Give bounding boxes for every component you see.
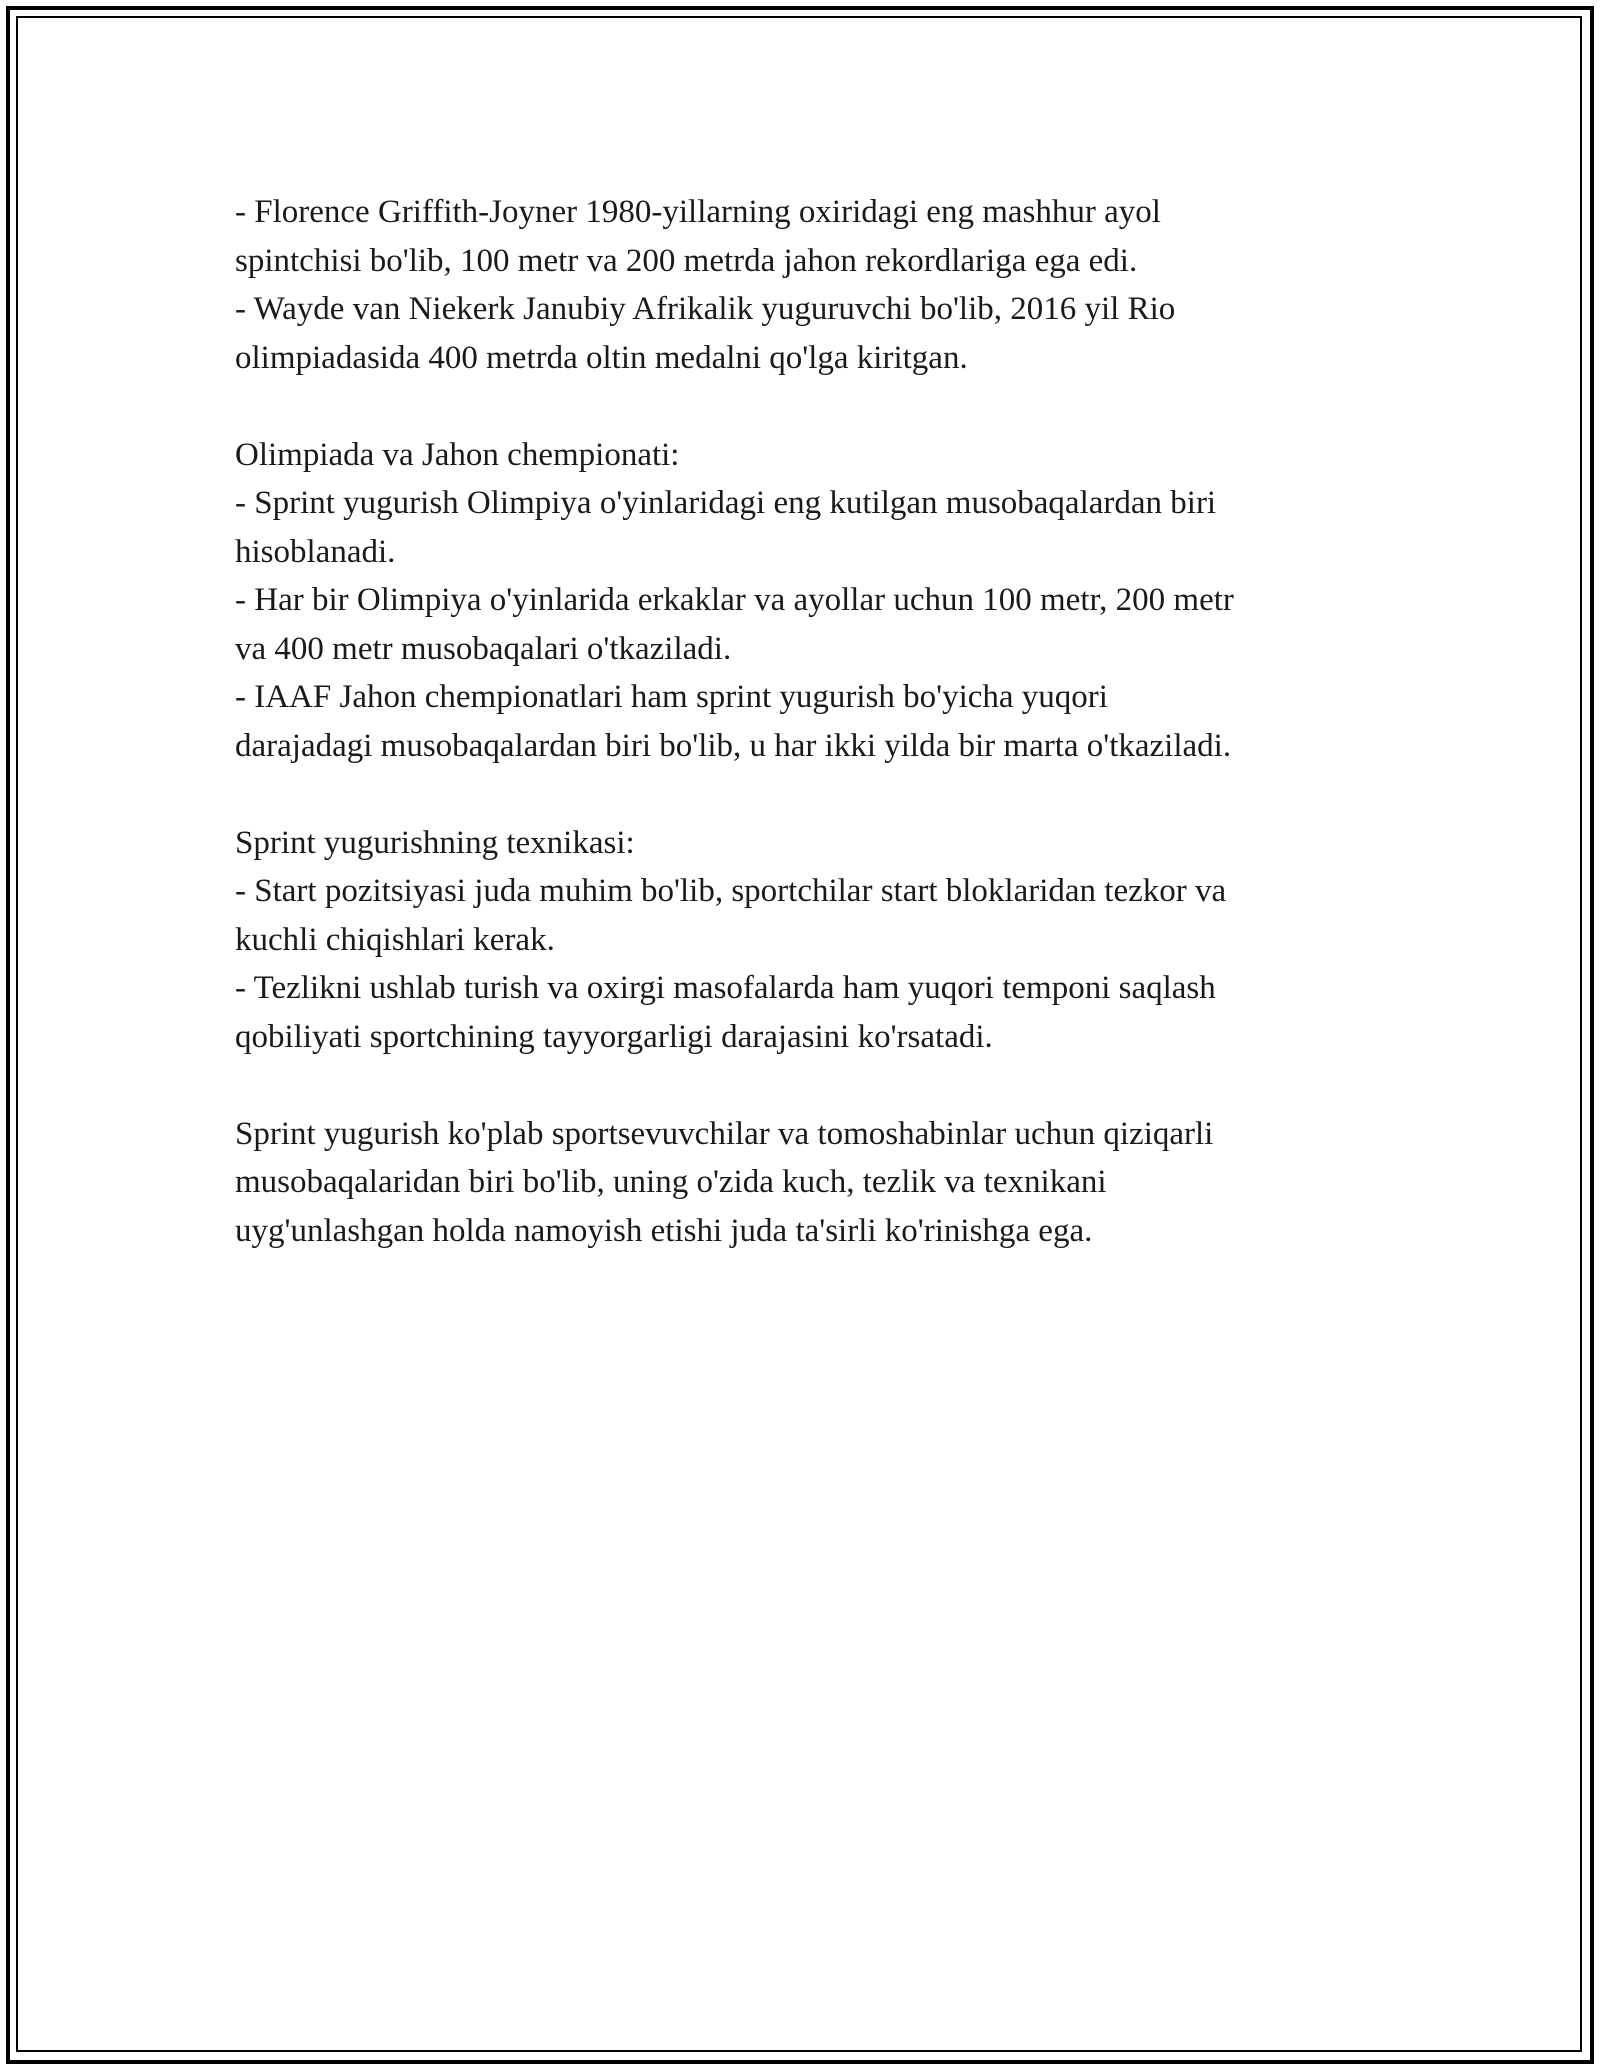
text-line: - Wayde van Niekerk Janubiy Afrikalik yuguruvchi bo'lib, 2016 yil Rio — [235, 291, 1176, 327]
text-line: olimpiadasida 400 metrda oltin medalni qo'lga kiritgan. — [235, 339, 968, 376]
text-line: hisoblanadi. — [235, 533, 396, 570]
document-body — [235, 188, 1365, 1255]
text-line: musobaqalaridan biri bo'lib, uning o'zida kuch, tezlik va texnikani — [235, 1164, 1107, 1200]
text-line: va 400 metr musobaqalari o'tkaziladi. — [235, 630, 732, 667]
paragraph-gap — [235, 382, 1365, 431]
text-line: qobiliyati sportchining tayyorgarligi darajasini ko'rsatadi. — [235, 1018, 993, 1055]
text-line: darajadagi musobaqalardan biri bo'lib, u har ikki yilda bir marta o'tkaziladi. — [235, 727, 1232, 764]
text-line: uyg'unlashgan holda namoyish etishi juda ta'sirli ko'rinishga ega. — [235, 1212, 1093, 1249]
text-line: - IAAF Jahon chempionatlari ham sprint yugurish bo'yicha yuqori — [235, 679, 1108, 715]
text-line: - Florence Griffith-Joyner 1980-yillarning oxiridagi eng mashhur ayol — [235, 194, 1161, 230]
text-line: - Sprint yugurish Olimpiya o'yinlaridagi eng kutilgan musobaqalardan biri — [235, 485, 1217, 521]
section-heading: Olimpiada va Jahon chempionati: — [235, 436, 680, 473]
section-heading: Sprint yugurishning texnikasi: — [235, 824, 635, 861]
text-line: - Har bir Olimpiya o'yinlarida erkaklar va ayollar uchun 100 metr, 200 metr — [235, 582, 1234, 618]
paragraph-gap — [235, 770, 1365, 819]
paragraph-gap — [235, 1061, 1365, 1110]
text-line: - Start pozitsiyasi juda muhim bo'lib, sportchilar start bloklaridan tezkor va — [235, 873, 1227, 909]
text-line: Sprint yugurish ko'plab sportsevuvchilar va tomoshabinlar uchun qiziqarli — [235, 1115, 1214, 1152]
text-line: kuchli chiqishlari kerak. — [235, 921, 555, 958]
text-line: spintchisi bo'lib, 100 metr va 200 metrda jahon rekordlariga ega edi. — [235, 242, 1138, 279]
text-line: - Tezlikni ushlab turish va oxirgi masofalarda ham yuqori temponi saqlash — [235, 970, 1216, 1006]
